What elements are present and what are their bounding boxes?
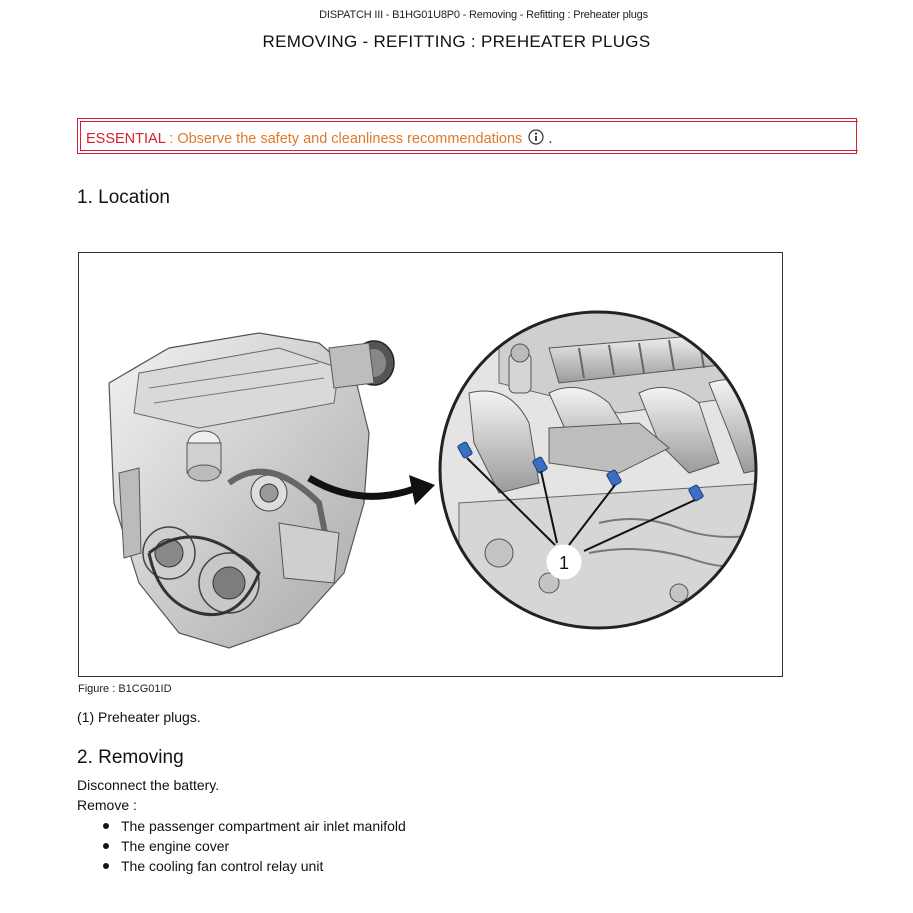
essential-message: Observe the safety and cleanliness recommendations xyxy=(177,131,523,147)
arrow-head-icon xyxy=(409,475,435,505)
info-circle-icon[interactable] xyxy=(528,129,544,149)
list-item: The engine cover xyxy=(103,836,406,856)
section-heading-location: 1. Location xyxy=(77,187,170,208)
list-item: The passenger compartment air inlet manifold xyxy=(103,816,406,836)
breadcrumb: DISPATCH III - B1HG01U8P0 - Removing - Refitting : Preheater plugs xyxy=(319,9,648,21)
essential-trailing: . xyxy=(548,131,553,147)
section-heading-removing: 2. Removing xyxy=(77,747,184,768)
figure-caption: Figure : B1CG01ID xyxy=(78,683,172,695)
figure-frame xyxy=(78,252,783,677)
step-remove: Remove : xyxy=(77,797,137,813)
zoom-detail xyxy=(439,312,769,633)
essential-notice xyxy=(77,118,857,154)
callout-number: 1 xyxy=(558,553,570,573)
removal-list xyxy=(103,816,406,876)
engine-illustration xyxy=(79,253,782,676)
essential-label: ESSENTIAL xyxy=(86,131,166,147)
list-item: The cooling fan control relay unit xyxy=(103,856,406,876)
figure-legend: (1) Preheater plugs. xyxy=(77,709,201,725)
engine-block xyxy=(109,333,394,648)
essential-text xyxy=(86,129,552,149)
step-disconnect-battery: Disconnect the battery. xyxy=(77,777,220,793)
essential-separator: : xyxy=(165,131,178,147)
page-title: REMOVING - REFITTING : PREHEATER PLUGS xyxy=(262,32,651,51)
